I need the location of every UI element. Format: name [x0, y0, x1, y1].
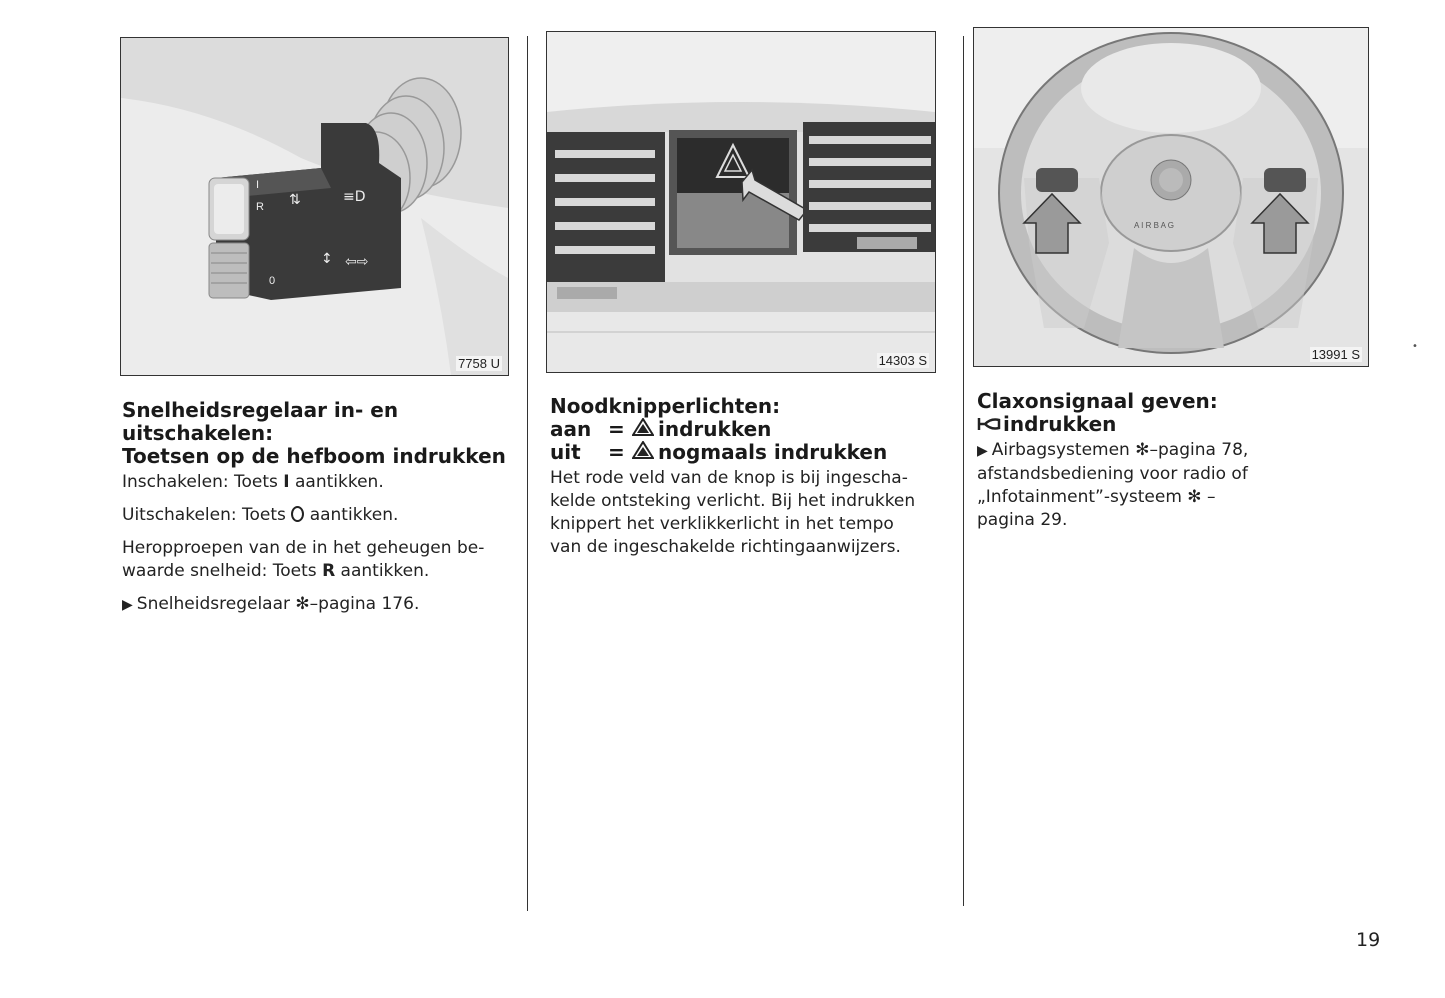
hazard-triangle-icon [632, 418, 654, 436]
figure-cruise-control-lever [120, 37, 509, 376]
steering-wheel-illustration [974, 28, 1368, 366]
arrow-icon: ▶ [977, 443, 988, 459]
row-off: uit = nogmaals indrukken [550, 440, 888, 464]
lever-label-r: R [256, 201, 264, 213]
hazard-body-line-3: knippert het verklikkerlicht in het tempo [550, 514, 894, 534]
reference-icon: ✻ [295, 594, 310, 614]
figure-hazard-button [546, 31, 936, 373]
horn-ref-line-2: afstandsbediening voor radio of [977, 464, 1248, 484]
reference-icon: ✻ [1135, 440, 1150, 460]
subheading-horn: indrukken [977, 413, 1377, 436]
hazard-triangle-icon [632, 441, 654, 459]
column-divider-right [963, 36, 964, 906]
paragraph-recall-line-2: waarde snelheid: Toets R aantikken. [122, 561, 430, 581]
arrow-icon: ▶ [122, 597, 133, 613]
figure-steering-wheel-horn [973, 27, 1369, 367]
cross-reference-cruise: ▶ Snelheidsregelaar ✻–pagina 176. [122, 594, 420, 614]
horn-ref-line-4: pagina 29. [977, 510, 1068, 530]
paragraph-switch-on: Inschakelen: Toets I aantikken. [122, 472, 384, 492]
figure-code: 13991 S [1311, 347, 1360, 362]
horn-ref-line-3: „Infotainment”-systeem ✻ – [977, 487, 1216, 507]
hazard-body-line-2: kelde ontsteking verlicht. Bij het indrukken [550, 491, 916, 511]
cruise-lever-illustration [121, 38, 508, 375]
paragraph-switch-off: Uitschakelen: Toets aantikken. [122, 505, 399, 525]
heading-hazard: Noodknipperlichten: [550, 394, 781, 418]
hazard-body-line-4: van de ingeschakelde richtingaanwijzers. [550, 537, 901, 557]
lever-label-o: 0 [269, 275, 276, 287]
svg-text:⇦⇨: ⇦⇨ [345, 254, 369, 270]
page-number: 19 [1356, 929, 1381, 951]
airbag-label: A I R B A G [1134, 221, 1175, 230]
hazard-button-illustration [547, 32, 935, 372]
svg-text:≡D: ≡D [343, 189, 366, 205]
svg-text:⇅: ⇅ [289, 192, 301, 208]
heading-horn: Claxonsignaal geven: [977, 389, 1218, 413]
hazard-body-line-1: Het rode veld van de knop is bij ingescha- [550, 468, 908, 488]
figure-code: 7758 U [458, 356, 500, 371]
figure-code: 14303 S [878, 353, 927, 368]
horn-icon [977, 416, 1003, 432]
o-key-icon [291, 506, 304, 522]
column-divider-left [527, 36, 528, 911]
lever-label-i: I [256, 179, 260, 191]
reference-icon: ✻ [1187, 487, 1202, 507]
corner-mark: • [1412, 341, 1418, 352]
row-on: aan = indrukken [550, 417, 772, 441]
horn-ref-line-1: ▶ Airbagsystemen ✻–pagina 78, [977, 440, 1249, 460]
column-hazard-lights [550, 395, 945, 559]
column-horn [977, 390, 1377, 532]
column-cruise-control [122, 399, 517, 617]
svg-text:↕: ↕ [321, 251, 333, 267]
paragraph-recall-line-1: Heropproepen van de in het geheugen be- [122, 538, 485, 558]
heading-line-1: Snelheidsregelaar in- en [122, 398, 399, 422]
heading-line-3: Toetsen op de hefboom indrukken [122, 444, 506, 468]
heading-line-2: uitschakelen: [122, 421, 274, 445]
